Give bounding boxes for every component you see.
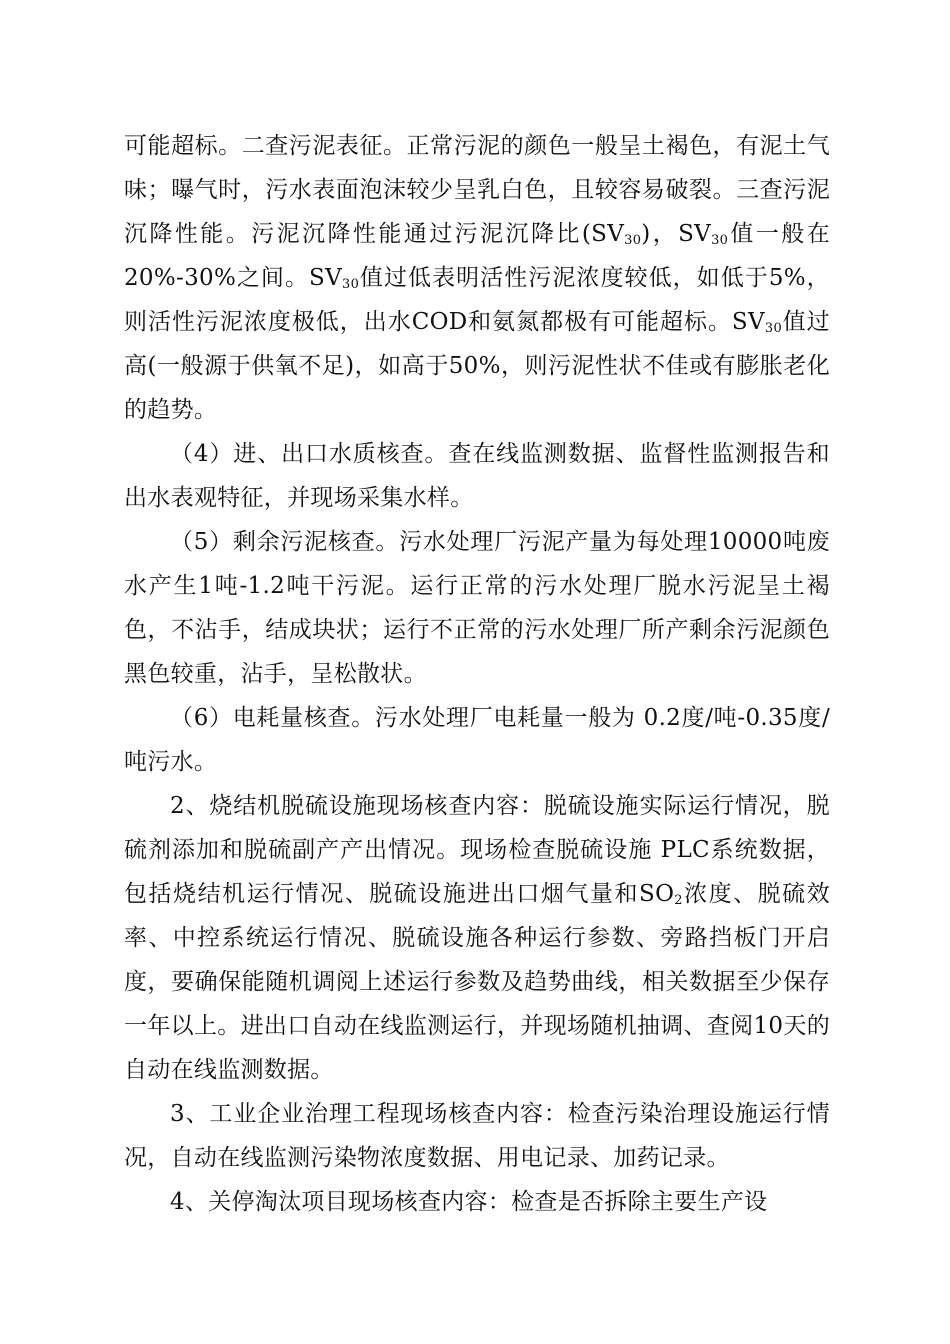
paragraph-text: 值一般在20%-30%之间。SV — [124, 221, 831, 291]
paragraph-text: )，SV — [641, 221, 712, 247]
paragraph-text: （5）剩余污泥核查。污水处理厂污泥产量为每处理10000吨废水产生1吨-1.2吨干污泥。运行正常的污水处理厂脱水污泥呈土褐色，不沾手，结成块状；运行不正常的污水处理厂所产剩余污泥颜色黑色较重，沾手，呈松散状。 — [124, 529, 830, 687]
paragraph-text: 2、烧结机脱硫设施现场核查内容：脱硫设施实际运行情况，脱硫剂添加和脱硫副产产出情况。现场检查脱硫设施 PLC系统数据，包括烧结机运行情况、脱硫设施进出口烟气量和SO — [124, 793, 830, 907]
paragraph — [124, 696, 830, 784]
paragraph — [124, 784, 830, 1092]
paragraph — [124, 432, 830, 520]
paragraph-text: 值过低表明活性污泥浓度较低，如低于5%，则活性污泥浓度极低，出水COD和氨氮都极有可能超标。SV — [124, 265, 830, 335]
subscript-text: 30 — [764, 321, 783, 336]
paragraph-text: （4）进、出口水质核查。查在线监测数据、监督性监测报告和出水表观特征，并现场采集水样。 — [124, 441, 830, 511]
subscript-text: 2 — [674, 893, 683, 908]
paragraph — [124, 1092, 830, 1180]
paragraph — [124, 124, 830, 432]
paragraph-text: （6）电耗量核查。污水处理厂电耗量一般为 0.2度/吨-0.35度/吨污水。 — [124, 705, 830, 775]
paragraph-text: 浓度、脱硫效率、中控系统运行情况、脱硫设施各种运行参数、旁路挡板门开启度，要确保能随机调阅上述运行参数及趋势曲线，相关数据至少保存一年以上。进出口自动在线监测运行，并现场随机抽调、查阅10天的自动在线监测数据。 — [124, 881, 830, 1083]
paragraph — [124, 520, 830, 696]
document-body — [124, 124, 830, 1224]
paragraph — [124, 1180, 830, 1224]
paragraph-text: 值过高(一般源于供氧不足)，如高于50%，则污泥性状不佳或有膨胀老化的趋势。 — [124, 309, 830, 423]
subscript-text: 30 — [342, 277, 360, 292]
paragraph-text: 可能超标。二查污泥表征。正常污泥的颜色一般呈土褐色，有泥土气味；曝气时，污水表面泡沫较少呈乳白色，且较容易破裂。三查污泥沉降性能。污泥沉降性能通过污泥沉降比(SV — [124, 133, 830, 247]
paragraph-text: 4、关停淘汰项目现场核查内容：检查是否拆除主要生产设 — [170, 1189, 768, 1215]
paragraph-text: 3、工业企业治理工程现场核查内容：检查污染治理设施运行情况，自动在线监测污染物浓度数据、用电记录、加药记录。 — [124, 1101, 830, 1171]
subscript-text: 30 — [711, 233, 729, 248]
subscript-text: 30 — [624, 233, 642, 248]
